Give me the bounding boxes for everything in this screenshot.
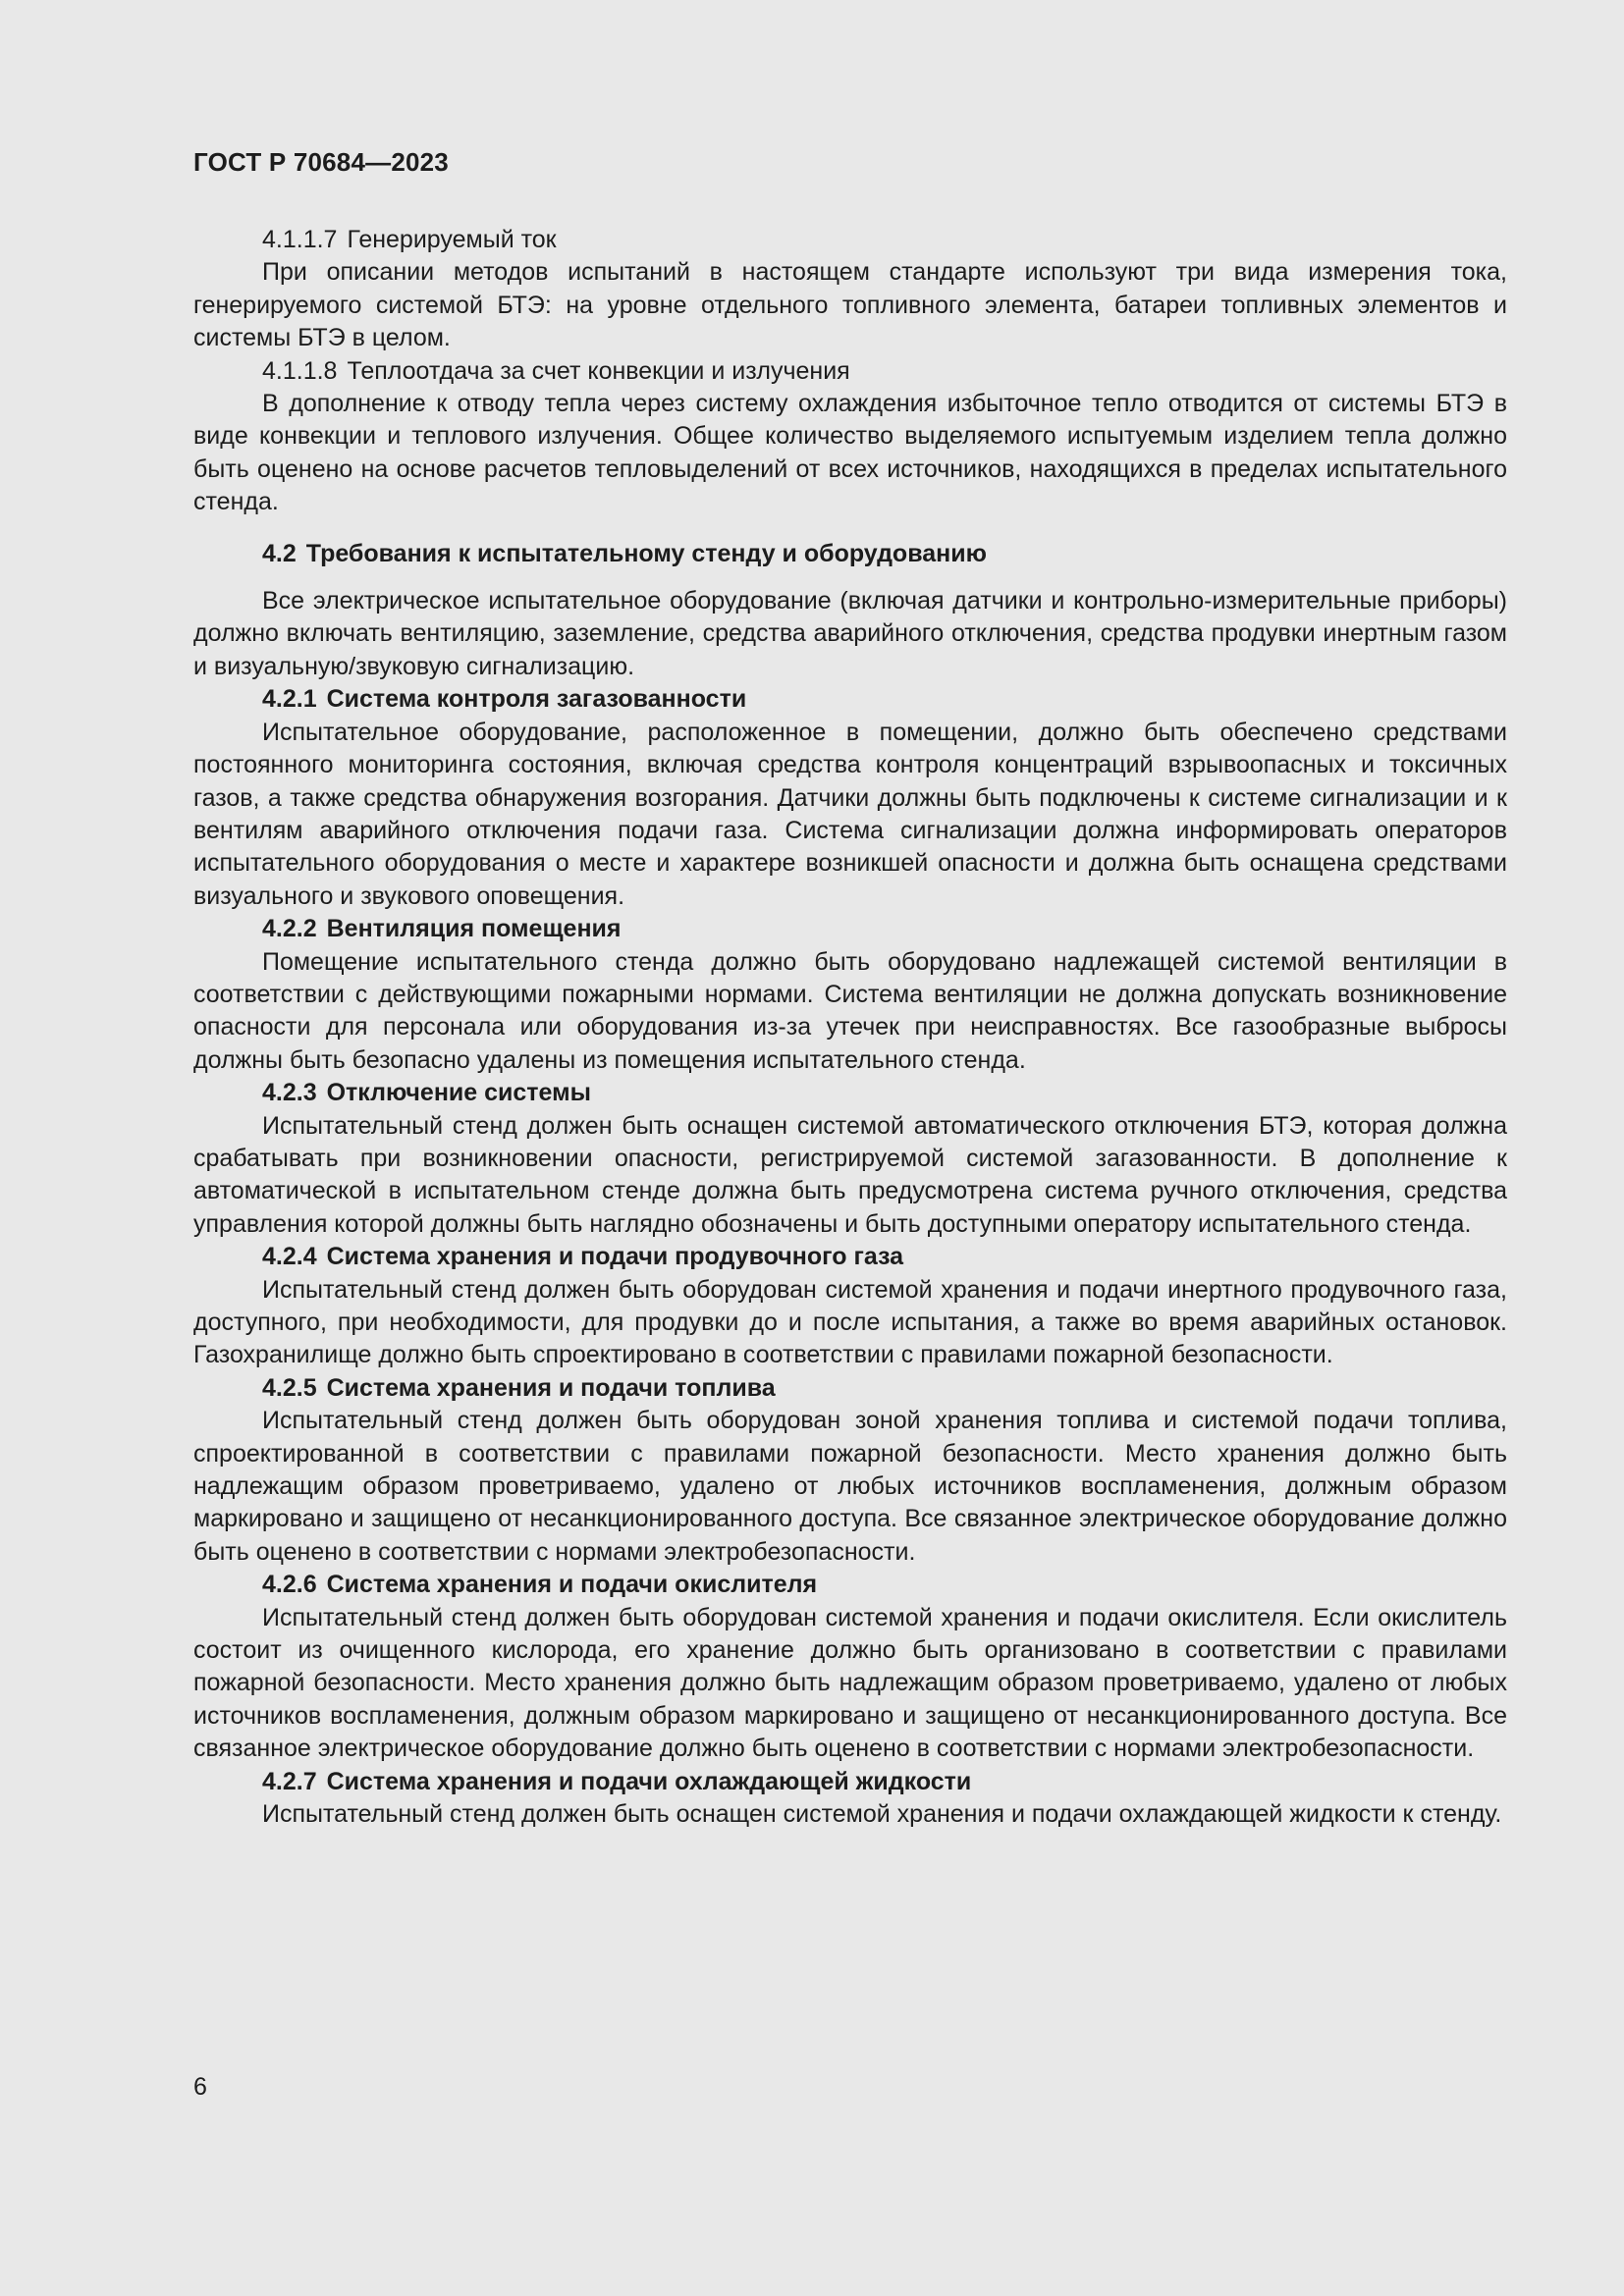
section-title: Отключение системы (326, 1079, 591, 1107)
section-number: 4.2.1 (262, 685, 317, 714)
page-number: 6 (193, 2073, 207, 2101)
section-heading-425 (193, 1372, 1507, 1405)
subsection-number: 4.1.1.7 (262, 226, 338, 253)
paragraph-422: Помещение испытательного стенда должно быть оборудовано надлежащей системой вентиляции в соответствии с действующими пожарными нормами. Система вентиляции не должна допускать возникновение опасности для персонала или оборудования из-за утечек при неисправностях. Все газообразные выбросы должны быть безопасно удалены из помещения испытательного стенда. (193, 947, 1507, 1074)
paragraph-426: Испытательный стенд должен быть оборудован системой хранения и подачи окислителя. Если окислитель состоит из очищенного кислорода, его хранение должно быть организовано в соответствии с правилами пожарной безопасности. Место хранения должно быть надлежащим образом проветриваемо, удалено от любых источников воспламенения, должным образом маркировано и защищено от несанкционированного доступа. Все связанное электрическое оборудование должно быть оценено в соответствии с нормами электробезопасности. (193, 1603, 1507, 1763)
section-title: Система хранения и подачи окислителя (326, 1571, 818, 1599)
paragraph-421: Испытательное оборудование, расположенное в помещении, должно быть обеспечено средствами постоянного мониторинга состояния, включая средства контроля концентраций взрывоопасных и токсичных газов, а также средства обнаружения возгорания. Датчики должны быть подключены к системе сигнализации и к вентилям аварийного отключения подачи газа. Система сигнализации должна информировать операторов испытательного оборудования о месте и характере возникшей опасности и должна быть оснащена средствами визуального и звукового оповещения. (193, 718, 1507, 910)
subsection-number: 4.1.1.8 (262, 356, 338, 385)
section-number: 4.2.6 (262, 1571, 317, 1599)
section-title: Система хранения и подачи топлива (326, 1373, 776, 1402)
subsection-title: Теплоотдача за счет конвекции и излучения (347, 356, 850, 385)
paragraph-427: Испытательный стенд должен быть оснащен системой хранения и подачи охлаждающей жидкости к стенду. (262, 1800, 1502, 1829)
subsection-title: Генерируемый ток (347, 226, 557, 253)
paragraph-423: Испытательный стенд должен быть оснащен системой автоматического отключения БТЭ, которая должна срабатывать при возникновении опасности, регистрируемой системой загазованности. В дополнение к автоматической в испытательном стенде должна быть предусмотрена система ручного отключения, средства управления которой должны быть наглядно обозначены и быть доступными оператору испытательного стенда. (193, 1111, 1507, 1238)
section-heading-426 (193, 1569, 1507, 1601)
subsection-heading-4117 (193, 224, 1507, 256)
paragraph-425: Испытательный стенд должен быть оборудован зоной хранения топлива и системой подачи топлива, спроектированной в соответствии с правилами пожарной безопасности. Место хранения должно быть надлежащим образом проветриваемо, удалено от любых источников воспламенения, должным образом маркировано и защищено от несанкционированного доступа. Все связанное электрическое оборудование должно быть оценено в соответствии с нормами электробезопасности. (193, 1407, 1507, 1566)
section-title: Система хранения и подачи охлаждающей жидкости (326, 1767, 972, 1795)
document-page (193, 0, 1507, 2296)
section-title: Требования к испытательному стенду и оборудованию (305, 539, 987, 567)
section-number: 4.2 (262, 539, 297, 567)
section-title: Система контроля загазованности (326, 685, 747, 714)
paragraph-42: Все электрическое испытательное оборудование (включая датчики и контрольно-измерительные приборы) должно включать вентиляцию, заземление, средства аварийного отключения, средства продувки инертным газом и визуальную/звуковую сигнализацию. (193, 587, 1507, 680)
section-number: 4.2.2 (262, 915, 317, 943)
section-number: 4.2.4 (262, 1243, 317, 1271)
section-title: Вентиляция помещения (326, 915, 622, 943)
section-heading-424 (193, 1241, 1507, 1273)
paragraph-4117: При описании методов испытаний в настоящем стандарте используют три вида измерения тока, генерируемого системой БТЭ: на уровне отдельного топливного элемента, батареи топливных элементов и системы БТЭ в целом. (193, 258, 1507, 352)
section-number: 4.2.7 (262, 1767, 317, 1795)
section-number: 4.2.3 (262, 1079, 317, 1107)
paragraph-424: Испытательный стенд должен быть оборудован системой хранения и подачи инертного продувочного газа, доступного, при необходимости, для продувки до и после испытания, а также во время аварийных остановок. Газохранилище должно быть спроектировано в соответствии с правилами пожарной безопасности. (193, 1275, 1507, 1369)
paragraph-4118: В дополнение к отводу тепла через систему охлаждения избыточное тепло отводится от системы БТЭ в виде конвекции и теплового излучения. Общее количество выделяемого испытуемым изделием тепла должно быть оценено на основе расчетов тепловыделений от всех источников, находящихся в пределах испытательного стенда. (193, 390, 1507, 516)
section-heading-423 (193, 1077, 1507, 1109)
section-heading-427 (193, 1766, 1507, 1798)
section-heading-422 (193, 913, 1507, 945)
section-number: 4.2.5 (262, 1373, 317, 1402)
document-body (193, 224, 1507, 1832)
section-title: Система хранения и подачи продувочного газа (326, 1243, 904, 1271)
section-heading-421 (193, 683, 1507, 716)
document-header: ГОСТ Р 70684—2023 (193, 147, 449, 177)
section-heading-42 (193, 538, 1507, 570)
subsection-heading-4118 (193, 355, 1507, 388)
